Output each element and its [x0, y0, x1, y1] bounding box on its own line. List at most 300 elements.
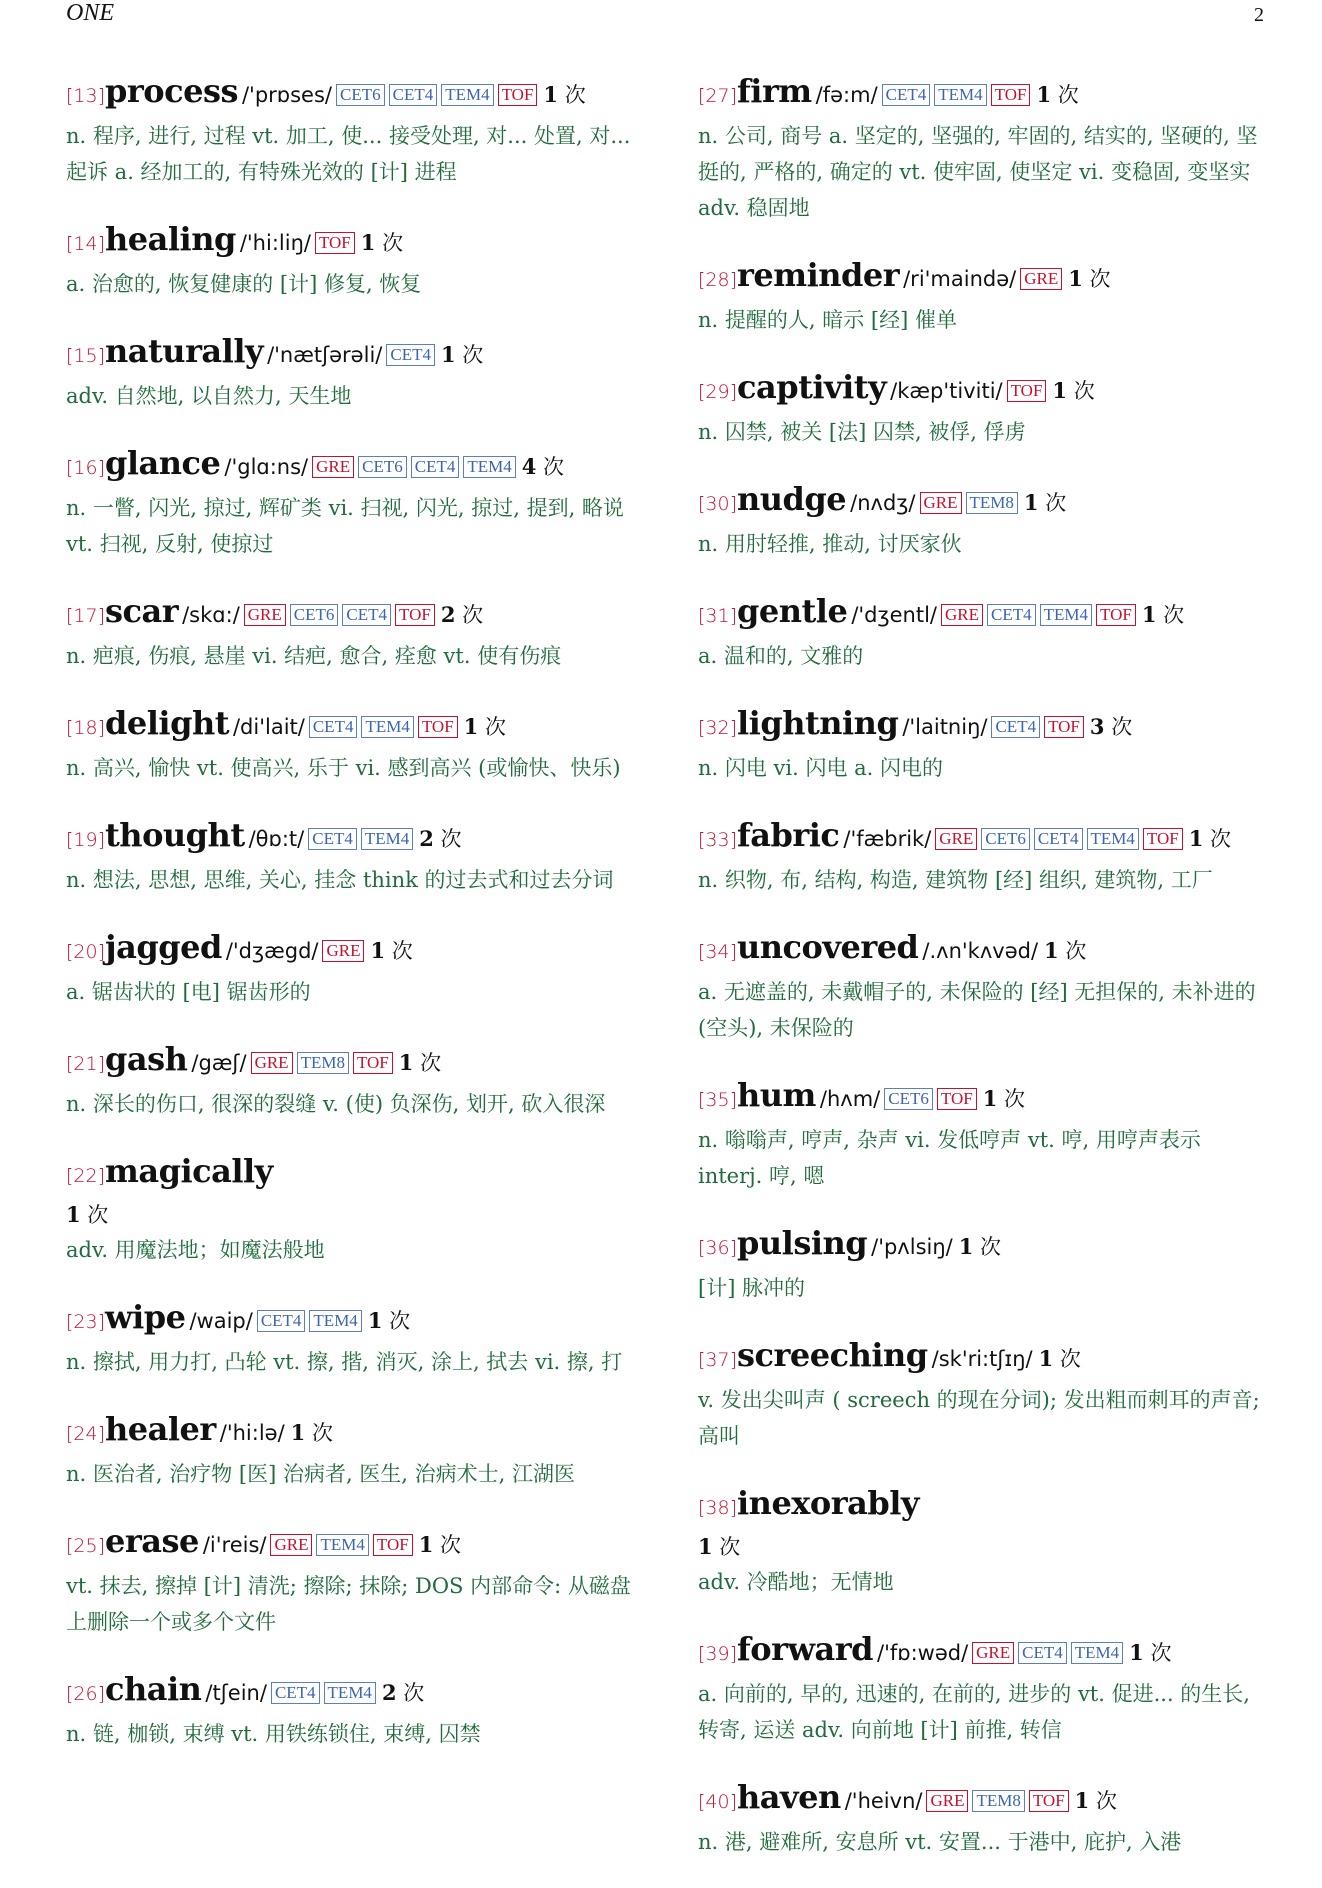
word-entry — [66, 814, 636, 898]
right-column — [698, 70, 1268, 1888]
entry-definition: v. 发出尖叫声 ( screech 的现在分词); 发出粗而刺耳的声音; 高叫 — [698, 1388, 1260, 1448]
frequency-number: 1 — [1129, 1640, 1144, 1665]
exam-tag: TEM8 — [966, 492, 1018, 514]
entry-word: healing — [105, 220, 236, 258]
entry-headline — [698, 478, 1268, 526]
frequency-number: 2 — [381, 1680, 397, 1705]
entry-definition: adv. 自然地, 以自然力, 天生地 — [66, 384, 352, 408]
entry-phonetic: /sk'ri:tʃɪŋ/ — [931, 1347, 1033, 1371]
left-column — [66, 70, 636, 1780]
entry-word: haven — [737, 1778, 841, 1816]
frequency-count — [1024, 491, 1066, 515]
entry-headline — [698, 590, 1268, 638]
entry-word: healer — [105, 1410, 216, 1448]
entry-headline — [698, 1074, 1268, 1122]
frequency-count — [382, 1681, 424, 1705]
frequency-count — [1052, 379, 1094, 403]
entry-word: process — [105, 72, 238, 110]
word-entry — [698, 1074, 1268, 1194]
frequency-unit: 次 — [455, 603, 484, 627]
frequency-number: 1 — [958, 1234, 974, 1259]
frequency-unit: 次 — [1156, 603, 1185, 627]
entry-word: pulsing — [737, 1224, 868, 1262]
frequency-number: 1 — [1068, 266, 1083, 291]
exam-tag: CET4 — [1018, 1642, 1067, 1664]
exam-tag: GRE — [972, 1642, 1014, 1664]
entry-headline — [66, 814, 636, 862]
frequency-count — [1068, 267, 1110, 291]
entry-word: gash — [105, 1040, 188, 1078]
entry-index: [19] — [66, 829, 106, 851]
entry-definition: [计] 脉冲的 — [698, 1276, 806, 1300]
frequency-count — [1044, 939, 1086, 963]
frequency-number: 3 — [1089, 714, 1105, 739]
word-entry — [66, 1520, 636, 1640]
entry-index: [24] — [66, 1423, 106, 1445]
exam-tag: CET6 — [884, 1088, 933, 1110]
entry-phonetic: /skɑ:/ — [182, 603, 240, 627]
exam-tag: TOF — [1029, 1790, 1069, 1812]
exam-tag: CET4 — [257, 1310, 306, 1332]
entry-phonetic: /kæp'tiviti/ — [890, 379, 1003, 403]
frequency-number: 1 — [290, 1420, 306, 1445]
entry-headline — [698, 926, 1268, 974]
exam-tag: CET4 — [309, 716, 358, 738]
word-entry — [66, 926, 636, 1010]
exam-tag: CET4 — [987, 604, 1036, 626]
entry-headline — [698, 814, 1268, 862]
entry-index: [15] — [66, 345, 106, 367]
entry-index: [27] — [698, 85, 738, 107]
frequency-count — [1090, 715, 1132, 739]
entry-phonetic: /gæʃ/ — [191, 1051, 247, 1075]
entry-headline — [66, 590, 636, 638]
page-number: 2 — [1254, 4, 1264, 26]
frequency-unit: 次 — [1058, 939, 1087, 963]
entry-index: [36] — [698, 1237, 738, 1259]
frequency-unit: 次 — [1203, 827, 1232, 851]
entry-phonetic: /nʌdʒ/ — [850, 491, 916, 515]
exam-tag: TOF — [937, 1088, 977, 1110]
exam-tag: TOF — [315, 232, 355, 254]
entry-headline — [698, 1482, 1268, 1530]
entry-headline — [698, 70, 1268, 118]
frequency-number: 1 — [1141, 602, 1157, 627]
entry-word: inexorably — [737, 1484, 919, 1522]
frequency-number: 1 — [1044, 938, 1059, 963]
entry-phonetic: /θɒ:t/ — [248, 827, 305, 851]
word-entry — [698, 1776, 1268, 1860]
frequency-number: 1 — [367, 1308, 383, 1333]
frequency-number: 1 — [370, 938, 386, 963]
entry-word: glance — [105, 444, 221, 482]
exam-tag: CET4 — [386, 344, 435, 366]
entry-headline — [66, 1520, 636, 1568]
frequency-count — [543, 83, 585, 107]
exam-tag: TOF — [991, 84, 1031, 106]
word-entry — [66, 1038, 636, 1122]
frequency-number: 1 — [1036, 82, 1052, 107]
frequency-unit: 次 — [413, 1051, 442, 1075]
entry-index: [17] — [66, 605, 106, 627]
frequency-unit: 次 — [455, 343, 484, 367]
entry-phonetic: /'dʒægd/ — [225, 939, 319, 963]
exam-tag: GRE — [935, 828, 977, 850]
exam-tag: CET6 — [981, 828, 1030, 850]
entry-index: [13] — [66, 85, 106, 107]
frequency-number: 2 — [440, 602, 456, 627]
frequency-count — [441, 603, 483, 627]
frequency-number: 1 — [1023, 490, 1039, 515]
entry-headline — [698, 1628, 1268, 1676]
entry-phonetic: /'nætʃərəli/ — [267, 343, 383, 367]
exam-tag: TEM4 — [361, 828, 413, 850]
entry-phonetic: /di'lait/ — [232, 715, 305, 739]
entry-phonetic: /i'reis/ — [202, 1533, 267, 1557]
entry-headline — [66, 1668, 636, 1716]
frequency-count — [441, 343, 483, 367]
entry-headline — [66, 1296, 636, 1344]
frequency-count — [419, 827, 461, 851]
entry-definition: n. 织物, 布, 结构, 构造, 建筑物 [经] 组织, 建筑物, 工厂 — [698, 868, 1213, 892]
exam-tag: CET4 — [342, 604, 391, 626]
exam-tag: TOF — [373, 1534, 413, 1556]
frequency-count — [1142, 603, 1184, 627]
frequency-count — [66, 1203, 108, 1227]
exam-tag: TOF — [1007, 380, 1047, 402]
entry-definition: n. 港, 避难所, 安息所 vt. 安置... 于港中, 庇护, 入港 — [698, 1830, 1182, 1854]
frequency-count — [1039, 1347, 1081, 1371]
word-entry — [66, 1150, 636, 1268]
entry-word: forward — [737, 1630, 873, 1668]
entry-word: reminder — [737, 256, 900, 294]
frequency-number: 1 — [418, 1532, 434, 1557]
entry-headline — [698, 366, 1268, 414]
exam-tag: TOF — [418, 716, 458, 738]
entry-definition: a. 锯齿状的 [电] 锯齿形的 — [66, 980, 311, 1004]
exam-tag: TOF — [353, 1052, 393, 1074]
entry-word: naturally — [105, 332, 264, 370]
entry-definition: n. 想法, 思想, 思维, 关心, 挂念 think 的过去式和过去分词 — [66, 868, 614, 892]
entry-word: jagged — [105, 928, 222, 966]
entry-index: [39] — [698, 1643, 738, 1665]
entry-phonetic: /'glɑ:ns/ — [224, 455, 309, 479]
word-entry — [66, 1668, 636, 1752]
exam-tag: CET6 — [290, 604, 339, 626]
exam-tag: CET4 — [1034, 828, 1083, 850]
entry-phonetic: /ri'maində/ — [903, 267, 1017, 291]
word-entry — [66, 442, 636, 562]
exam-tag: GRE — [251, 1052, 293, 1074]
exam-tag: TOF — [498, 84, 538, 106]
entry-index: [20] — [66, 941, 106, 963]
word-entry — [66, 590, 636, 674]
entry-index: [18] — [66, 717, 106, 739]
exam-tag: TOF — [1044, 716, 1084, 738]
entry-word: scar — [105, 592, 179, 630]
frequency-count — [370, 939, 412, 963]
word-entry — [698, 478, 1268, 562]
entry-word: captivity — [737, 368, 887, 406]
entry-index: [35] — [698, 1089, 738, 1111]
entry-headline — [698, 1222, 1268, 1270]
exam-tag: GRE — [270, 1534, 312, 1556]
word-entry — [698, 254, 1268, 338]
exam-tag: CET4 — [271, 1682, 320, 1704]
frequency-count — [983, 1087, 1025, 1111]
exam-tag: TEM4 — [1087, 828, 1139, 850]
entry-definition: n. 嗡嗡声, 哼声, 杂声 vi. 发低哼声 vt. 哼, 用哼声表示 interj. 哼, 嗯 — [698, 1128, 1201, 1188]
frequency-count — [1129, 1641, 1171, 1665]
frequency-number: 1 — [360, 230, 376, 255]
entry-word: wipe — [105, 1298, 186, 1336]
entry-phonetic: /fə:m/ — [815, 83, 878, 107]
entry-phonetic: /'hi:liŋ/ — [239, 231, 311, 255]
frequency-unit: 次 — [433, 1533, 461, 1557]
frequency-unit: 次 — [1067, 379, 1095, 403]
entry-word: firm — [737, 72, 812, 110]
frequency-count — [522, 455, 564, 479]
frequency-number: 1 — [1038, 1346, 1054, 1371]
word-entry — [698, 1628, 1268, 1748]
entry-headline — [66, 1038, 636, 1086]
entry-word: gentle — [737, 592, 848, 630]
word-entry — [698, 702, 1268, 786]
entry-definition: n. 公司, 商号 a. 坚定的, 坚强的, 牢固的, 结实的, 坚硬的, 坚挺的, 严格的, 确定的 vt. 使牢固, 使坚定 vi. 变稳固, 变坚实 adv. 稳固地 — [698, 124, 1258, 220]
exam-tag: TEM4 — [1071, 1642, 1123, 1664]
word-entry — [698, 1222, 1268, 1306]
frequency-number: 1 — [1188, 826, 1204, 851]
entry-word: chain — [105, 1670, 202, 1708]
entry-phonetic: /tʃein/ — [205, 1681, 267, 1705]
entry-headline — [66, 330, 636, 378]
exam-tag: CET4 — [882, 84, 931, 106]
exam-tag: GRE — [1020, 268, 1062, 290]
frequency-count — [1036, 83, 1078, 107]
word-entry — [698, 70, 1268, 226]
exam-tag: TOF — [1143, 828, 1183, 850]
entry-index: [30] — [698, 493, 738, 515]
word-entry — [698, 1334, 1268, 1454]
frequency-count — [399, 1051, 441, 1075]
entry-index: [34] — [698, 941, 738, 963]
entry-definition: adv. 用魔法地；如魔法般地 — [66, 1238, 325, 1262]
frequency-count — [291, 1421, 333, 1445]
frequency-unit: 次 — [997, 1087, 1025, 1111]
entry-word: thought — [105, 816, 245, 854]
exam-tag: CET4 — [308, 828, 357, 850]
word-entry — [698, 814, 1268, 898]
frequency-count — [1075, 1789, 1117, 1813]
exam-tag: TEM4 — [316, 1534, 368, 1556]
entry-phonetic: /'dʒentl/ — [851, 603, 937, 627]
exam-tag: TEM4 — [361, 716, 413, 738]
exam-tag: TEM4 — [934, 84, 986, 106]
word-entry — [66, 702, 636, 786]
exam-tag: CET6 — [358, 456, 407, 478]
exam-tag: TOF — [395, 604, 435, 626]
word-entry — [698, 590, 1268, 674]
entry-phonetic: /'hi:lə/ — [219, 1421, 285, 1445]
entry-index: [14] — [66, 233, 106, 255]
entry-headline — [66, 442, 636, 490]
entry-index: [37] — [698, 1349, 738, 1371]
entry-definition: n. 程序, 进行, 过程 vt. 加工, 使... 接受处理, 对... 处置, 对... 起诉 a. 经加工的, 有特殊光效的 [计] 进程 — [66, 124, 631, 184]
entry-headline — [66, 218, 636, 266]
frequency-number: 1 — [543, 82, 559, 107]
entry-word: erase — [105, 1522, 199, 1560]
frequency-unit: 次 — [382, 1309, 411, 1333]
frequency-number: 1 — [66, 1202, 81, 1227]
entry-headline — [66, 926, 636, 974]
frequency-count — [464, 715, 506, 739]
exam-tag: CET6 — [336, 84, 385, 106]
entry-phonetic: /'heivn/ — [844, 1789, 923, 1813]
exam-tag: TEM4 — [324, 1682, 376, 1704]
frequency-unit: 次 — [1089, 1789, 1117, 1813]
entry-index: [40] — [698, 1791, 738, 1813]
entry-index: [31] — [698, 605, 738, 627]
entry-phonetic: /.ʌn'kʌvəd/ — [922, 939, 1039, 963]
exam-tag: TEM4 — [1040, 604, 1092, 626]
entry-phonetic: /'fɒ:wəd/ — [877, 1641, 969, 1665]
frequency-number: 1 — [1052, 378, 1068, 403]
frequency-unit: 次 — [973, 1235, 1002, 1259]
entry-index: [26] — [66, 1683, 106, 1705]
entry-headline — [698, 254, 1268, 302]
frequency-count — [959, 1235, 1001, 1259]
word-entry — [66, 70, 636, 190]
frequency-count — [419, 1533, 461, 1557]
entry-index: [23] — [66, 1311, 106, 1333]
frequency-count — [361, 231, 403, 255]
entry-definition: a. 温和的, 文雅的 — [698, 644, 864, 668]
frequency-unit: 次 — [80, 1203, 109, 1227]
exam-tag: GRE — [926, 1790, 968, 1812]
frequency-unit: 次 — [305, 1421, 333, 1445]
entry-definition: n. 闪电 vi. 闪电 a. 闪电的 — [698, 756, 944, 780]
frequency-unit: 次 — [1082, 267, 1111, 291]
entry-index: [29] — [698, 381, 738, 403]
entry-index: [38] — [698, 1497, 738, 1519]
exam-tag: GRE — [322, 940, 364, 962]
frequency-number: 1 — [463, 714, 479, 739]
frequency-number: 1 — [698, 1534, 713, 1559]
frequency-number: 1 — [982, 1086, 998, 1111]
entry-definition: vt. 抹去, 擦掉 [计] 清洗; 擦除; 抹除; DOS 内部命令: 从磁盘上删除一个或多个文件 — [66, 1574, 631, 1634]
frequency-unit: 次 — [712, 1535, 741, 1559]
frequency-unit: 次 — [478, 715, 506, 739]
entry-definition: n. 链, 枷锁, 束缚 vt. 用铁练锁住, 束缚, 囚禁 — [66, 1722, 481, 1746]
entry-phonetic: /'laitniŋ/ — [902, 715, 988, 739]
entry-word: fabric — [737, 816, 840, 854]
entry-phonetic: /waip/ — [189, 1309, 253, 1333]
header-title: ONE — [66, 0, 114, 26]
frequency-number: 1 — [440, 342, 456, 367]
frequency-unit: 次 — [1051, 83, 1079, 107]
frequency-count — [1189, 827, 1231, 851]
frequency-number: 4 — [521, 454, 537, 479]
entry-definition: n. 囚禁, 被关 [法] 囚禁, 被俘, 俘虏 — [698, 420, 1026, 444]
entry-definition: n. 深长的伤口, 很深的裂缝 v. (使) 负深伤, 划开, 砍入很深 — [66, 1092, 606, 1116]
exam-tag: GRE — [312, 456, 354, 478]
frequency-number: 1 — [398, 1050, 414, 1075]
entry-headline — [66, 1150, 636, 1198]
entry-word: screeching — [737, 1336, 928, 1374]
entry-definition: n. 疤痕, 伤痕, 悬崖 vi. 结疤, 愈合, 痊愈 vt. 使有伤痕 — [66, 644, 562, 668]
entry-index: [28] — [698, 269, 738, 291]
exam-tag: TEM8 — [972, 1790, 1024, 1812]
entry-word: magically — [105, 1152, 273, 1190]
entry-phonetic: /'prɒses/ — [241, 83, 332, 107]
exam-tag: TEM4 — [441, 84, 493, 106]
entry-index: [25] — [66, 1535, 106, 1557]
entry-headline — [698, 1776, 1268, 1824]
exam-tag: CET4 — [991, 716, 1040, 738]
entry-word: nudge — [737, 480, 847, 518]
entry-word: lightning — [737, 704, 899, 742]
word-entry — [66, 1408, 636, 1492]
entry-definition: adv. 冷酷地；无情地 — [698, 1570, 894, 1594]
word-entry — [66, 330, 636, 414]
entry-phonetic: /hʌm/ — [819, 1087, 881, 1111]
exam-tag: CET4 — [411, 456, 460, 478]
frequency-unit: 次 — [375, 231, 404, 255]
entry-headline — [66, 1408, 636, 1456]
entry-definition: n. 医治者, 治疗物 [医] 治病者, 医生, 治病术士, 江湖医 — [66, 1462, 576, 1486]
entry-index: [22] — [66, 1165, 106, 1187]
entry-definition: n. 高兴, 愉快 vt. 使高兴, 乐于 vi. 感到高兴 (或愉快、快乐) — [66, 756, 621, 780]
exam-tag: TEM4 — [463, 456, 515, 478]
entry-definition: n. 擦拭, 用力打, 凸轮 vt. 擦, 揩, 消灭, 涂上, 拭去 vi. 擦, 打 — [66, 1350, 623, 1374]
entry-word: uncovered — [737, 928, 919, 966]
word-entry — [66, 1296, 636, 1380]
entry-definition: a. 无遮盖的, 未戴帽子的, 未保险的 [经] 无担保的, 未补进的 (空头), 未保险的 — [698, 980, 1256, 1040]
frequency-unit: 次 — [558, 83, 586, 107]
entry-word: hum — [737, 1076, 816, 1114]
entry-index: [21] — [66, 1053, 106, 1075]
frequency-count — [368, 1309, 410, 1333]
frequency-unit: 次 — [1038, 491, 1067, 515]
exam-tag: CET4 — [389, 84, 438, 106]
entry-definition: n. 用肘轻推, 推动, 讨厌家伙 — [698, 532, 962, 556]
entry-index: [32] — [698, 717, 738, 739]
frequency-unit: 次 — [1143, 1641, 1172, 1665]
frequency-unit: 次 — [536, 455, 565, 479]
frequency-number: 1 — [1074, 1788, 1090, 1813]
word-entry — [66, 218, 636, 302]
exam-tag: GRE — [920, 492, 962, 514]
frequency-unit: 次 — [1053, 1347, 1081, 1371]
entry-index: [33] — [698, 829, 738, 851]
entry-definition: a. 治愈的, 恢复健康的 [计] 修复, 恢复 — [66, 272, 422, 296]
entry-headline — [66, 702, 636, 750]
entry-definition: a. 向前的, 早的, 迅速的, 在前的, 进步的 vt. 促进... 的生长, 转寄, 运送 adv. 向前地 [计] 前推, 转信 — [698, 1682, 1250, 1742]
entry-definition: n. 提醒的人, 暗示 [经] 催单 — [698, 308, 957, 332]
word-entry — [698, 926, 1268, 1046]
frequency-count — [698, 1535, 740, 1559]
frequency-unit: 次 — [433, 827, 462, 851]
word-entry — [698, 1482, 1268, 1600]
entry-definition: n. 一瞥, 闪光, 掠过, 辉矿类 vi. 扫视, 闪光, 掠过, 提到, 略说 vt. 扫视, 反射, 使掠过 — [66, 496, 624, 556]
frequency-number: 2 — [419, 826, 434, 851]
frequency-unit: 次 — [1104, 715, 1133, 739]
entry-word: delight — [105, 704, 229, 742]
frequency-unit: 次 — [385, 939, 413, 963]
word-entry — [698, 366, 1268, 450]
exam-tag: TEM8 — [297, 1052, 349, 1074]
frequency-unit: 次 — [396, 1681, 425, 1705]
